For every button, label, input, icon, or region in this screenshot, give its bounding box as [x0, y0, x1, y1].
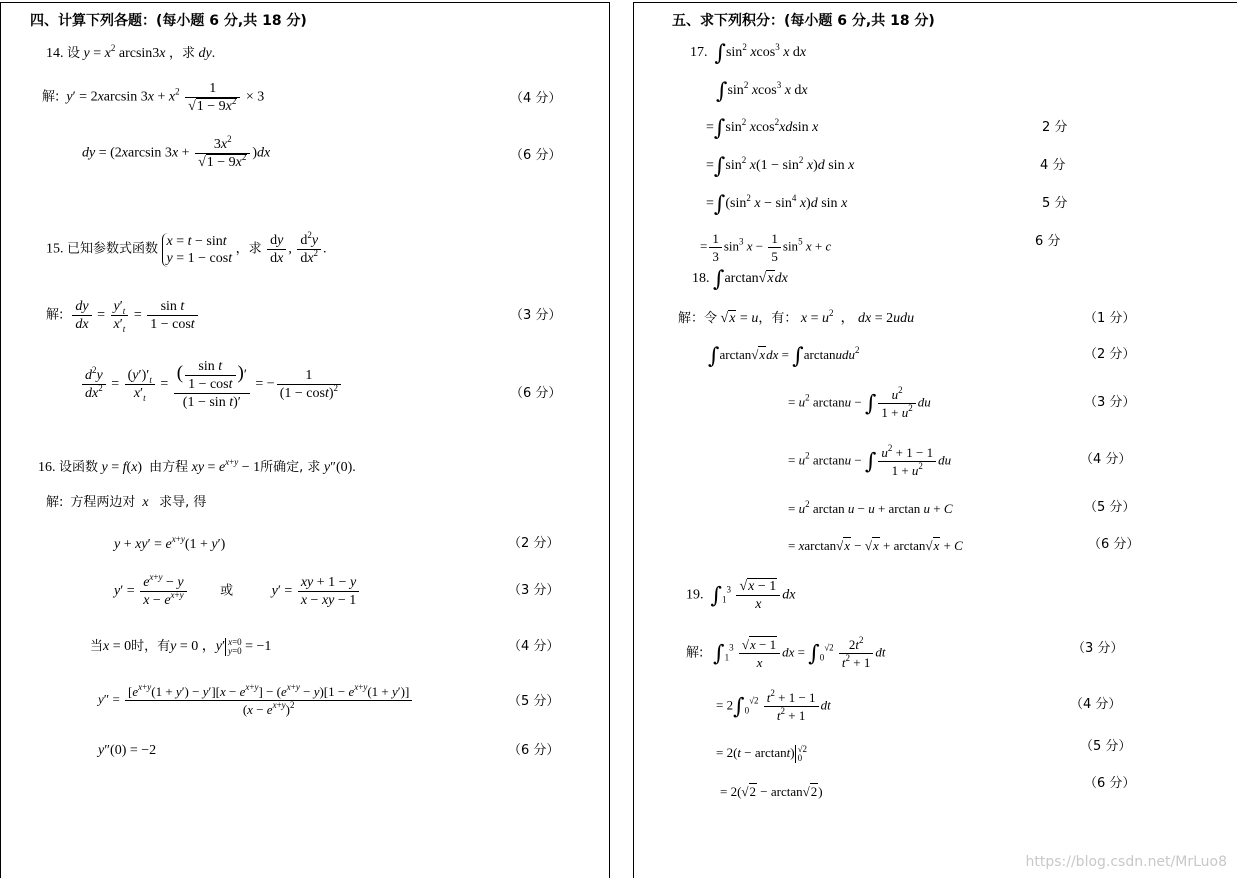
- section-five-heading: 五、求下列积分：(每小题 6 分,共 18 分): [672, 13, 935, 29]
- q16-number: 16.: [38, 460, 56, 475]
- q17-step1: $=\int\sin^2$ xcos$^2$xdsin x: [706, 116, 819, 141]
- q16-or: 或: [220, 583, 234, 599]
- q17-statement: 17. $\int\sin^2$ xcos$^3$ x dx: [690, 41, 807, 66]
- q19-score2: （4 分）: [1070, 697, 1122, 712]
- q18-score6: （6 分）: [1088, 537, 1140, 552]
- q19-step1: 解: $\int_1^3$ $\frac{√x - 1}{x}$ dx = $\int_0^{√2}$ $\frac{2t^2}{t^2 + 1}$ dt: [686, 635, 886, 670]
- q18-step3: = $u^2$ arctanu − ∫ $\frac{u^2 + 1 - 1}{1 + u^2}$ du: [788, 443, 952, 478]
- q16-score4: （5 分）: [508, 694, 560, 709]
- q19-step3: = 2(t − arctant) √2 0: [716, 744, 808, 764]
- section-four-heading: 四、计算下列各题：(每小题 6 分,共 18 分): [30, 13, 307, 29]
- q17-score4: 6 分: [1035, 234, 1061, 249]
- q16-step1: $y + xy' = e^{x+y}(1 + y')$: [114, 534, 226, 552]
- q15-score2: （6 分）: [510, 386, 562, 401]
- q18-step5: = xarctan√x − √x + arctan√x + C: [788, 538, 963, 553]
- q16-step5: y″(0) = −2: [98, 743, 157, 758]
- q18-score5: （5 分）: [1084, 500, 1136, 515]
- q14-fraction: $\frac{1}{√1 - 9x^2}$: [185, 80, 240, 115]
- q16-step2: y′ = $\frac{e^{x+y} - y}{x - e^{x+y}}$ 或 y′ = $\frac{xy + 1 - y}{x - xy - 1}$: [114, 574, 361, 609]
- q16-score1: （2 分）: [508, 536, 560, 551]
- watermark: https://blog.csdn.net/MrLuo8: [1025, 854, 1227, 870]
- q17-score2: 4 分: [1040, 158, 1066, 173]
- q15-text: 已知参数式函数: [67, 241, 159, 257]
- q16-when: 当: [90, 639, 104, 655]
- q15-statement: 15. 已知参数式函数 x = t − sint y = 1 − cost ，求 $\frac{dy}{dx}$ , $\frac{d^2y}{dx^2}$ .: [46, 230, 327, 266]
- q19-number: 19.: [686, 587, 704, 603]
- q16-statement: 16. 设函数 y = f(x) 由方程 xy = $e^{x+y} - 1$所确定, 求 y″(0).: [38, 457, 356, 475]
- q15-text-ask: ，求: [235, 241, 262, 257]
- q18-score3: （3 分）: [1084, 395, 1136, 410]
- q18-score2: （2 分）: [1084, 347, 1136, 362]
- q16-score3: （4 分）: [508, 639, 560, 654]
- q16-sol-label: 解:: [46, 495, 64, 510]
- q16-step3: 当x = 0时，有y = 0 ，y′ x=0 y=0 = −1: [90, 637, 272, 656]
- q18-score1: （1 分）: [1084, 311, 1136, 326]
- q16-step4: y″ = $\frac{[e^{x+y}(1 + y') - y'][x - e^{x+y}] - (e^{x+y} - y)[1 - e^{x+y}(1 + y')]}{(x - e^{x+y})^2}$: [98, 683, 414, 718]
- q17-step2: $=\int\sin^2$ $x(1 - \sin^2 x)d$ sin x: [706, 154, 855, 179]
- q17-step3: $=\int(\sin^2$ $x - \sin^4 x)d$ sin x: [706, 192, 848, 217]
- q17-score3: 5 分: [1042, 196, 1068, 211]
- q17-number: 17.: [690, 45, 708, 60]
- q15-number: 15.: [46, 241, 64, 257]
- q16-score5: （6 分）: [508, 743, 560, 758]
- q16-solution-intro: 解: 方程两边对 x 求导, 得: [46, 495, 207, 510]
- q17-step4: = $\frac{1}{3}$ $\sin^3 x$ − $\frac{1}{5}$ $\sin^5 x + c$: [700, 231, 832, 264]
- q16-score2: （3 分）: [508, 583, 560, 598]
- q14-score2: （6 分）: [510, 148, 562, 163]
- q14-sol-label: 解:: [42, 89, 60, 105]
- q18-score4: （4 分）: [1080, 452, 1132, 467]
- q14-score1: （4 分）: [510, 91, 562, 106]
- q18-solution-sub: 解：令 √x = u，有： $x = u^2$ ， dx = 2udu: [678, 308, 915, 326]
- q19-statement: 19. $\int_1^3$ $\frac{√x - 1}{x}$ dx: [686, 579, 796, 612]
- q16-text1: 设函数: [59, 460, 99, 475]
- q14-formula: $y = x^2$ arcsin3x: [83, 43, 166, 61]
- q14-solution-step1: 解: y′ = 2xarcsin $3x + x^2$ $\frac{1}{√1 - 9x^2}$ × 3: [42, 81, 265, 114]
- q18-step4: = $u^2$ arctan u − u + arctan u + C: [788, 499, 953, 516]
- q16-text3: 所确定, 求: [260, 460, 321, 475]
- q19-sol-label: 解:: [686, 645, 704, 661]
- q16-sol-text2: 求导, 得: [159, 495, 207, 510]
- q14-text-mid: ，求: [169, 46, 196, 61]
- q18-step1: ∫arctan√xdx = ∫arctanudu$^2$: [708, 344, 860, 369]
- q19-score3: （5 分）: [1080, 739, 1132, 754]
- q15-solution-step1: 解: $\frac{dy}{dx}$ = $\frac{y'_t}{x'_t}$ = $\frac{\text{sin t}}{1 - \cos t}$: [46, 298, 200, 333]
- q16-text2: 由方程: [149, 460, 189, 475]
- q19-step2: = $2\int_0^{√2}$ $\frac{t^2 + 1 - 1}{t^2 + 1}$ dt: [716, 688, 831, 723]
- q18-sol-label: 解：令: [678, 311, 718, 326]
- q16-when2: 时，有: [131, 639, 171, 655]
- q18-have: ，有：: [758, 311, 798, 326]
- q17-step0: $\int\sin^2$ xcos$^3$ x dx: [716, 79, 808, 104]
- q14-solution-step2: dy = (2xarcsin 3x + $\frac{3x^2}{√1 - 9x^2}$ )dx: [82, 134, 271, 170]
- q14-text-before: 设: [67, 46, 81, 61]
- q14-statement: 14. 设 $y = x^2$ arcsin3x ，求 dy.: [46, 43, 216, 61]
- q14-text-end: .: [211, 46, 216, 61]
- q19-score1: （3 分）: [1072, 641, 1124, 656]
- q15-sol-label: 解:: [46, 307, 64, 323]
- q19-score4: （6 分）: [1084, 776, 1136, 791]
- q16-sol-text1: 方程两边对: [70, 495, 136, 510]
- q18-statement: 18. ∫arctan√xdx: [692, 267, 788, 292]
- q15-parametric-system: x = t − sint y = 1 − cost: [162, 233, 233, 267]
- q17-score1: 2 分: [1042, 120, 1068, 135]
- q19-step4: = 2(√2 − arctan√2): [720, 784, 823, 799]
- q18-number: 18.: [692, 271, 710, 286]
- q18-step2: = $u^2$ arctanu − ∫ $\frac{u^2}{1 + u^2}$ du: [788, 385, 931, 420]
- q14-number: 14.: [46, 46, 64, 61]
- q15-solution-step2: $\frac{d^2y}{dx^2}$ = $\frac{(y')'_t}{x'_t}$ = ( $\frac{\text{sin t}}{1 - \cos t}$ )′ (1 − sin t)′ = − $\frac{1}{(1 - \cos t)^2}$: [80, 358, 343, 411]
- q15-score1: （3 分）: [510, 308, 562, 323]
